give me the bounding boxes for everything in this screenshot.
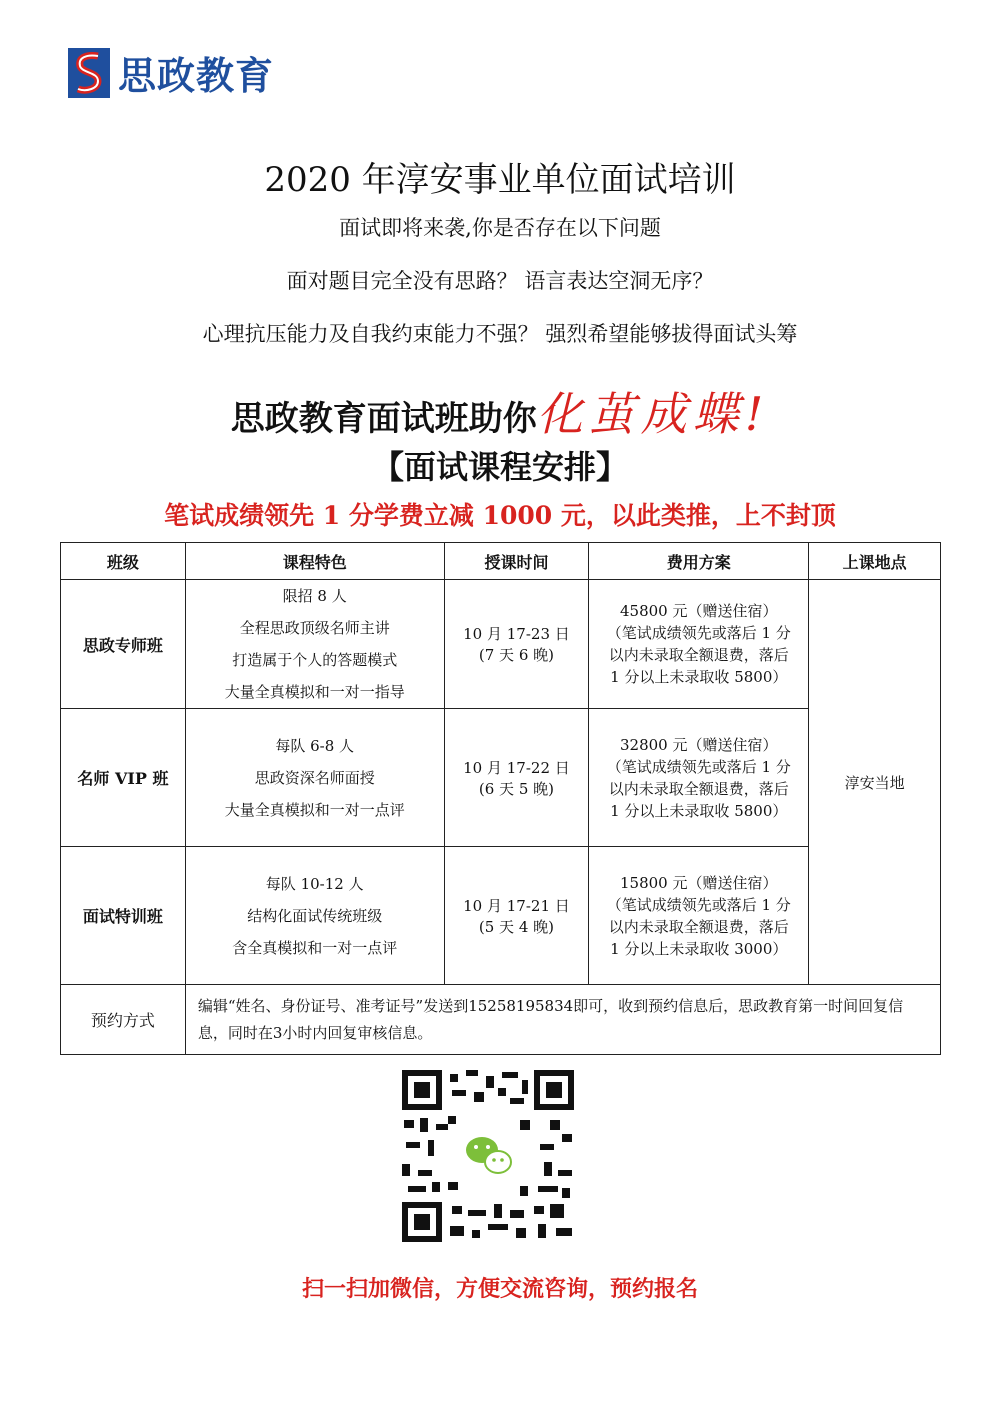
- feature-line: 大量全真模拟和一对一指导: [224, 683, 405, 701]
- table-header-row: [61, 543, 941, 580]
- booking-label: 预约方式: [61, 985, 186, 1055]
- class-time: [444, 709, 589, 847]
- fee-line: （笔试成绩领先或落后 1 分: [606, 895, 791, 914]
- feature-line: 打造属于个人的答题模式: [232, 651, 398, 669]
- course-table: [60, 542, 941, 1055]
- question-line-1: 面试即将来袭,你是否存在以下问题: [339, 216, 661, 240]
- table-row: [61, 847, 941, 985]
- slogan-highlight: 化茧成蝶!: [536, 387, 770, 441]
- fee-line: 45800 元（赠送住宿）: [620, 602, 778, 620]
- class-features: [185, 709, 444, 847]
- header-location: 上课地点: [809, 543, 941, 580]
- table-row: [61, 580, 941, 709]
- fee-line: 以内未录取全额退费，落后: [608, 917, 789, 936]
- time-dates: 10 月 17-22 日: [463, 758, 570, 777]
- feature-line: 限招 8 人: [282, 587, 347, 605]
- class-time: [444, 847, 589, 985]
- class-fee: [589, 709, 809, 847]
- fee-line: 1 分以上未录取收 5800）: [610, 801, 788, 820]
- fee-line: （笔试成绩领先或落后 1 分: [606, 757, 791, 776]
- feature-line: 结构化面试传统班级: [247, 906, 383, 925]
- header-class: 班级: [61, 543, 186, 580]
- feature-line: 每队 10-12 人: [265, 874, 364, 893]
- fee-line: 32800 元（赠送住宿）: [620, 735, 778, 754]
- header-fee: 费用方案: [589, 543, 809, 580]
- class-features: [185, 847, 444, 985]
- time-duration: (7 天 6 晚): [478, 646, 554, 664]
- table-row: [61, 709, 941, 847]
- brand-name: 思政教育: [118, 54, 275, 98]
- brand-s-icon: [68, 48, 110, 98]
- wechat-qr-code: [402, 1070, 574, 1242]
- fee-line: 1 分以上未录取收 5800）: [610, 668, 788, 686]
- slogan: [0, 378, 1000, 444]
- question-line-2: 面对题目完全没有思路？ 语言表达空洞无序？: [286, 269, 714, 293]
- fee-line: 以内未录取全额退费，落后: [608, 646, 789, 664]
- class-features: [185, 580, 444, 709]
- time-dates: 10 月 17-23 日: [463, 625, 570, 643]
- header-time: 授课时间: [444, 543, 589, 580]
- feature-line: 每队 6-8 人: [275, 736, 355, 755]
- class-name: 名师 VIP 班: [61, 709, 186, 847]
- footer-cta: 扫一扫加微信，方便交流咨询，预约报名: [301, 1276, 698, 1302]
- feature-line: 思政资深名师面授: [254, 768, 375, 787]
- page-title: 2020 年淳安事业单位面试培训: [264, 160, 736, 200]
- booking-text: 编辑“姓名、身份证号、准考证号”发送到15258195834即可，收到预约信息后，思政教育第一时间回复信息，同时在3小时内回复审核信息。: [185, 985, 940, 1055]
- class-time: [444, 580, 589, 709]
- time-duration: (6 天 5 晚): [478, 779, 554, 798]
- fee-line: （笔试成绩领先或落后 1 分: [606, 624, 791, 642]
- promo-text: 笔试成绩领先 1 分学费立减 1000 元，以此类推，上不封顶: [164, 501, 836, 530]
- class-name: 面试特训班: [61, 847, 186, 985]
- class-fee: [589, 847, 809, 985]
- class-fee: [589, 580, 809, 709]
- fee-line: 1 分以上未录取收 3000）: [610, 939, 788, 958]
- schedule-heading: 【面试课程安排】: [371, 448, 628, 486]
- slogan-prefix: 思政教育面试班助你: [230, 399, 537, 439]
- feature-line: 大量全真模拟和一对一点评: [224, 800, 405, 819]
- feature-line: 全程思政顶级名师主讲: [239, 619, 390, 637]
- class-location: 淳安当地: [809, 580, 941, 985]
- class-name: 思政专师班: [61, 580, 186, 709]
- time-duration: (5 天 4 晚): [478, 917, 554, 936]
- time-dates: 10 月 17-21 日: [463, 896, 570, 915]
- fee-line: 以内未录取全额退费，落后: [608, 779, 789, 798]
- fee-line: 15800 元（赠送住宿）: [620, 873, 778, 892]
- feature-line: 含全真模拟和一对一点评: [232, 938, 398, 957]
- question-line-3: 心理抗压能力及自我约束能力不强？ 强烈希望能够拔得面试头筹: [202, 322, 798, 346]
- booking-row: [61, 985, 941, 1055]
- header-features: 课程特色: [185, 543, 444, 580]
- brand-logo: [68, 45, 274, 100]
